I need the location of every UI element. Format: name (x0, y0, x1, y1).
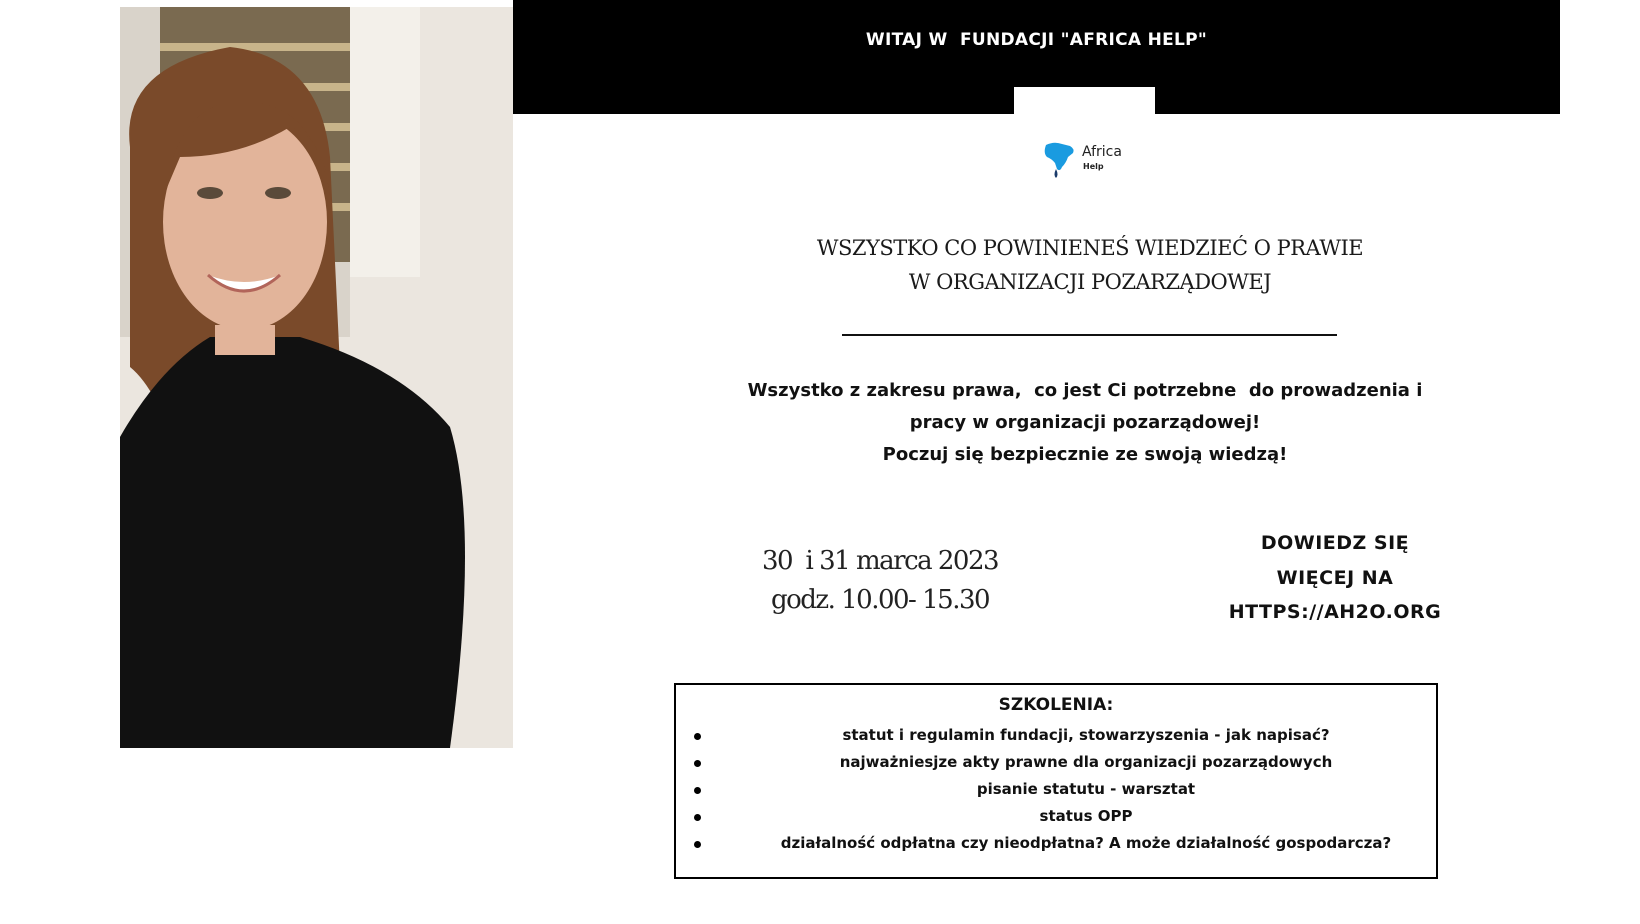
africa-map-icon (1040, 139, 1080, 179)
bullet-icon (694, 787, 701, 794)
portrait-photo (120, 7, 513, 748)
divider (842, 334, 1337, 336)
event-date: 30 i 31 marca 2023 (761, 546, 999, 576)
headline-line-2: W ORGANIZACJI POZARZĄDOWEJ (908, 270, 1272, 294)
bullet-icon (694, 841, 701, 848)
list-item (676, 777, 1436, 804)
more-info-line-1: DOWIEDZ SIĘ (1260, 532, 1410, 554)
bullet-icon (694, 814, 701, 821)
africa-help-logo (1040, 139, 1140, 179)
list-item (676, 831, 1436, 858)
intro-line-2: pracy w organizacji pozarządowej! (909, 412, 1261, 433)
logo-name: Africa (1082, 144, 1122, 160)
list-item (676, 804, 1436, 831)
event-time: godz. 10.00- 15.30 (770, 585, 990, 615)
more-info-line-2: WIĘCEJ NA (1276, 567, 1394, 589)
training-item: najważniesjze akty prawne dla organizacji pozarządowych (839, 753, 1333, 771)
headline-line-1: WSZYSTKO CO POWINIENEŚ WIEDZIEĆ O PRAWIE (816, 236, 1364, 260)
trainings-box (674, 683, 1438, 879)
trainings-list (676, 723, 1436, 858)
list-item (676, 750, 1436, 777)
training-item: działalność odpłatna czy nieodpłatna? A może działalność gospodarcza? (780, 834, 1392, 852)
training-item: pisanie statutu - warsztat (976, 780, 1196, 798)
training-item: status OPP (1039, 807, 1133, 825)
bullet-icon (694, 733, 701, 740)
logo-subtitle: Help (1083, 162, 1104, 171)
intro-line-1: Wszystko z zakresu prawa, co jest Ci potrzebne do prowadzenia i (747, 380, 1423, 401)
bullet-icon (694, 760, 701, 767)
intro-line-3: Poczuj się bezpiecznie ze swoją wiedzą! (882, 444, 1288, 465)
banner-title: WITAJ W FUNDACJI "AFRICA HELP" (865, 30, 1208, 50)
banner-notch (1014, 87, 1155, 114)
list-item (676, 723, 1436, 750)
trainings-heading: SZKOLENIA: (998, 695, 1114, 715)
training-item: statut i regulamin fundacji, stowarzyszenia - jak napisać? (842, 726, 1330, 744)
more-info-url[interactable]: HTTPS://AH2O.ORG (1228, 601, 1442, 623)
